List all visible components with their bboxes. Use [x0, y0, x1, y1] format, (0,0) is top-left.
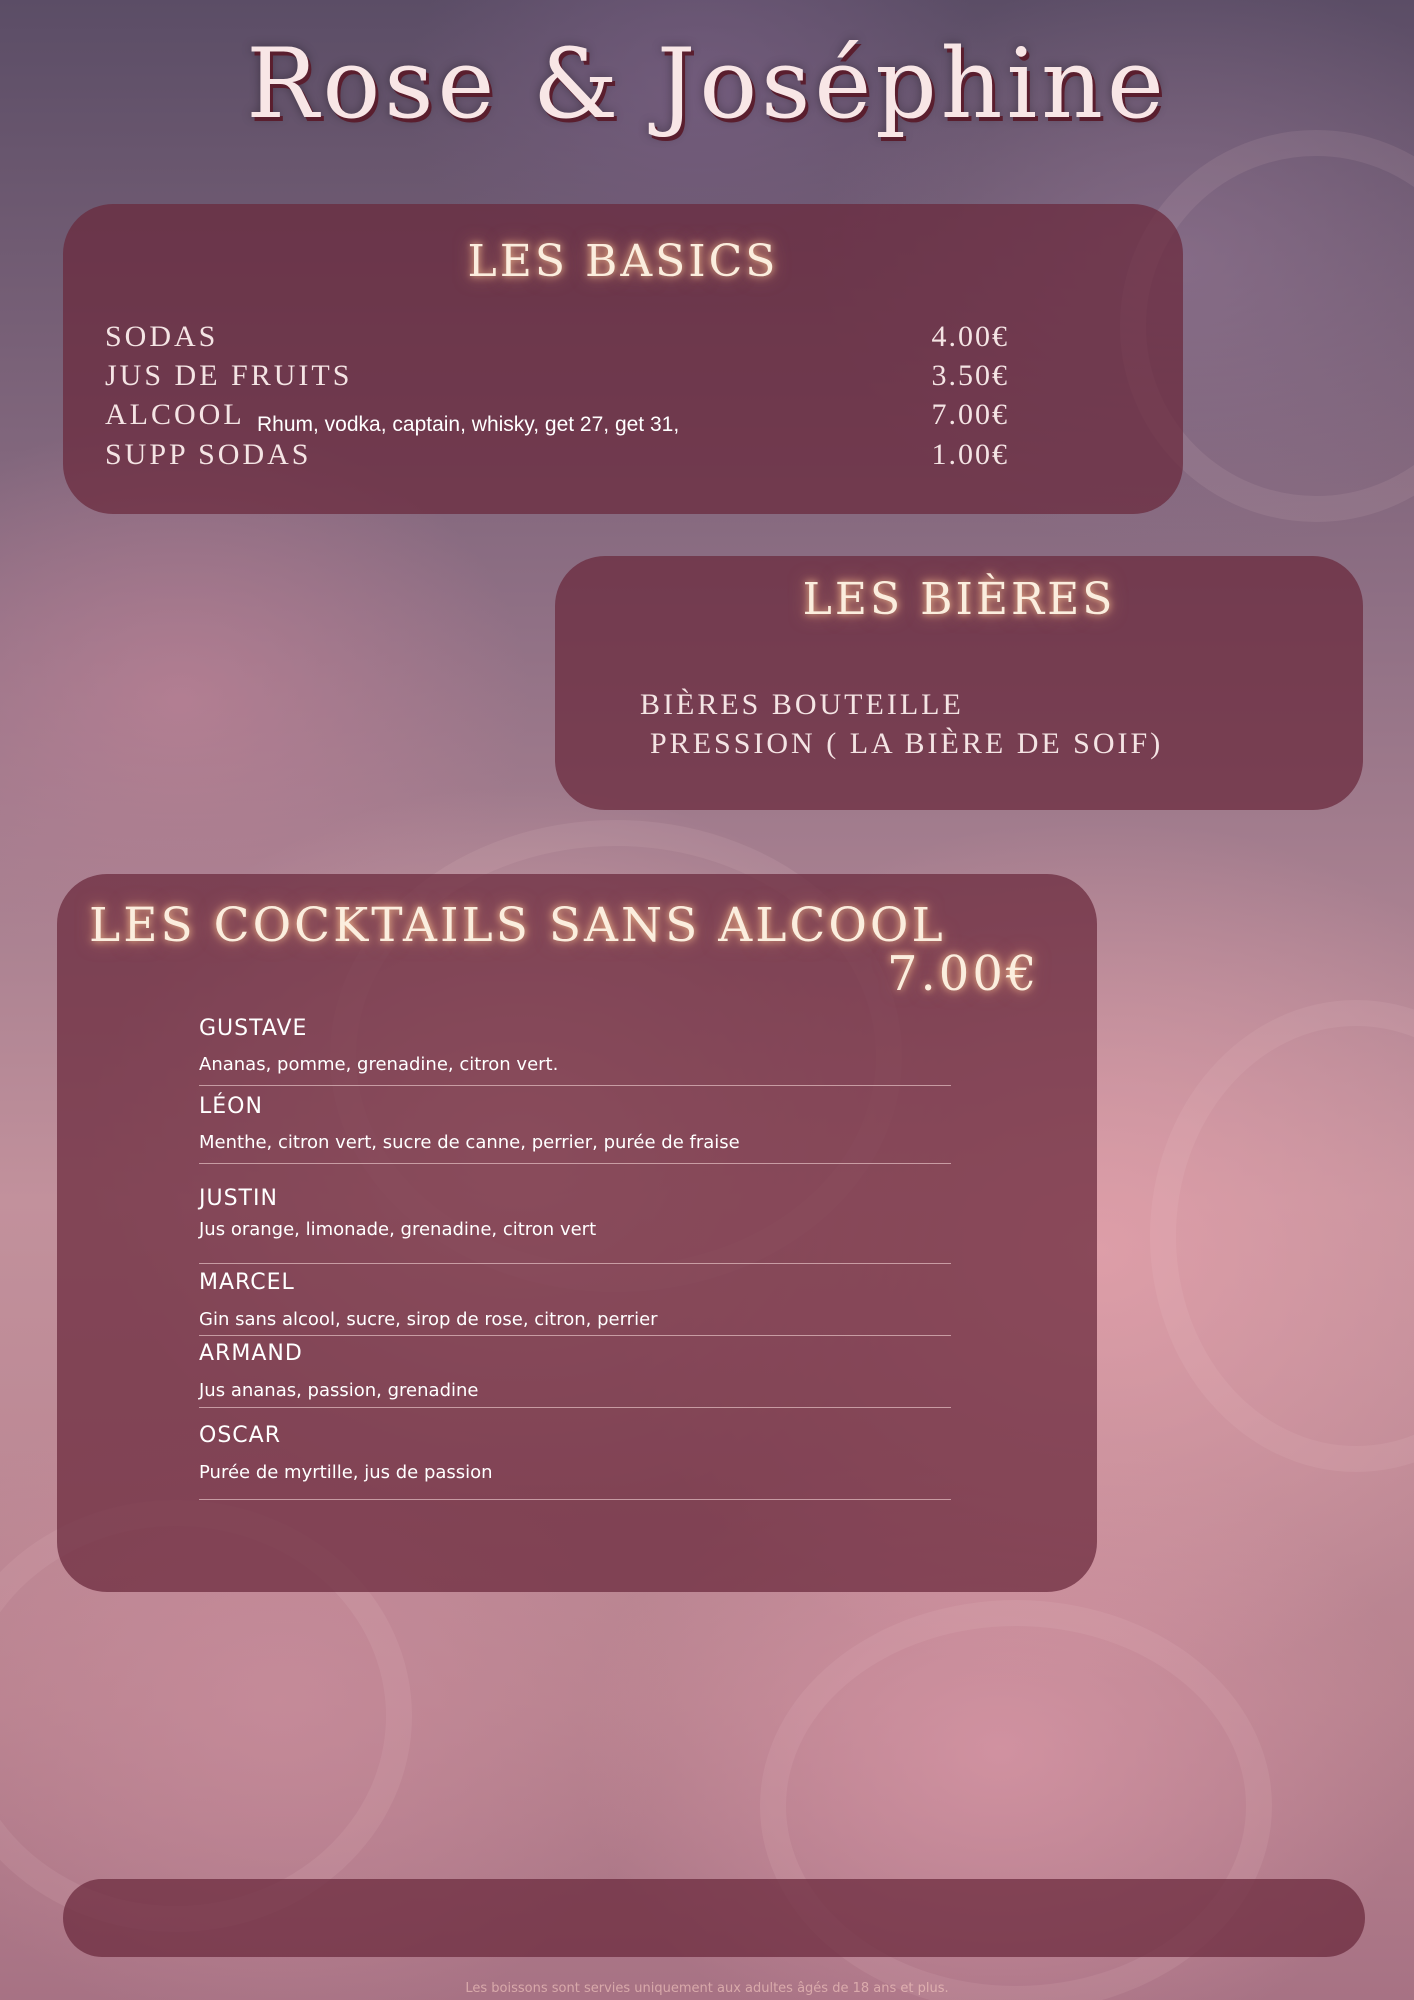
basics-item-name: SODAS	[105, 320, 219, 353]
footer-banner	[63, 1879, 1365, 1957]
bieres-panel	[555, 556, 1363, 810]
cocktail-desc: Menthe, citron vert, sucre de canne, perrier, purée de fraise	[199, 1132, 740, 1153]
cocktail-name: GUSTAVE	[199, 1016, 308, 1041]
basics-item-price: 3.50€	[931, 359, 1009, 392]
bieres-heading: LES BIÈRES	[802, 574, 1116, 625]
biere-item: PRESSION ( LA BIÈRE DE SOIF)	[650, 727, 1164, 760]
alcool-note: Rhum, vodka, captain, whisky, get 27, get 31,	[257, 413, 680, 436]
cocktail-desc: Jus ananas, passion, grenadine	[199, 1380, 479, 1401]
cocktail-name: OSCAR	[199, 1423, 281, 1448]
basics-item-price: 1.00€	[931, 438, 1009, 471]
cocktail-desc: Gin sans alcool, sucre, sirop de rose, citron, perrier	[199, 1309, 658, 1330]
rose-decoration	[1150, 1000, 1414, 1472]
restaurant-title: Rose & Joséphine	[246, 28, 1168, 140]
basics-item-name: ALCOOL	[105, 398, 245, 431]
divider	[199, 1407, 951, 1408]
basics-heading: LES BASICS	[467, 236, 779, 287]
cocktails-panel	[57, 874, 1097, 1592]
divider	[199, 1335, 951, 1336]
cocktail-desc: Jus orange, limonade, grenadine, citron vert	[199, 1219, 597, 1240]
age-disclaimer: Les boissons sont servies uniquement aux adultes âgés de 18 ans et plus.	[465, 1981, 949, 1996]
basics-panel	[63, 204, 1183, 514]
divider	[199, 1163, 951, 1164]
cocktail-name: JUSTIN	[199, 1186, 278, 1211]
cocktail-desc: Ananas, pomme, grenadine, citron vert.	[199, 1054, 559, 1075]
divider	[199, 1085, 951, 1086]
basics-item-name: JUS DE FRUITS	[105, 359, 353, 392]
cocktail-name: ARMAND	[199, 1341, 303, 1366]
divider	[199, 1263, 951, 1264]
cocktails-heading: LES COCKTAILS SANS ALCOOL	[89, 898, 946, 953]
basics-item-price: 4.00€	[931, 320, 1009, 353]
cocktail-name: MARCEL	[199, 1270, 295, 1295]
cocktail-desc: Purée de myrtille, jus de passion	[199, 1462, 493, 1483]
cocktails-price: 7.00€	[887, 946, 1040, 1002]
cocktail-name: LÉON	[199, 1094, 263, 1119]
basics-item-price: 7.00€	[931, 398, 1009, 431]
divider	[199, 1499, 951, 1500]
basics-item-name: SUPP SODAS	[105, 438, 312, 471]
biere-item: BIÈRES BOUTEILLE	[640, 688, 964, 721]
